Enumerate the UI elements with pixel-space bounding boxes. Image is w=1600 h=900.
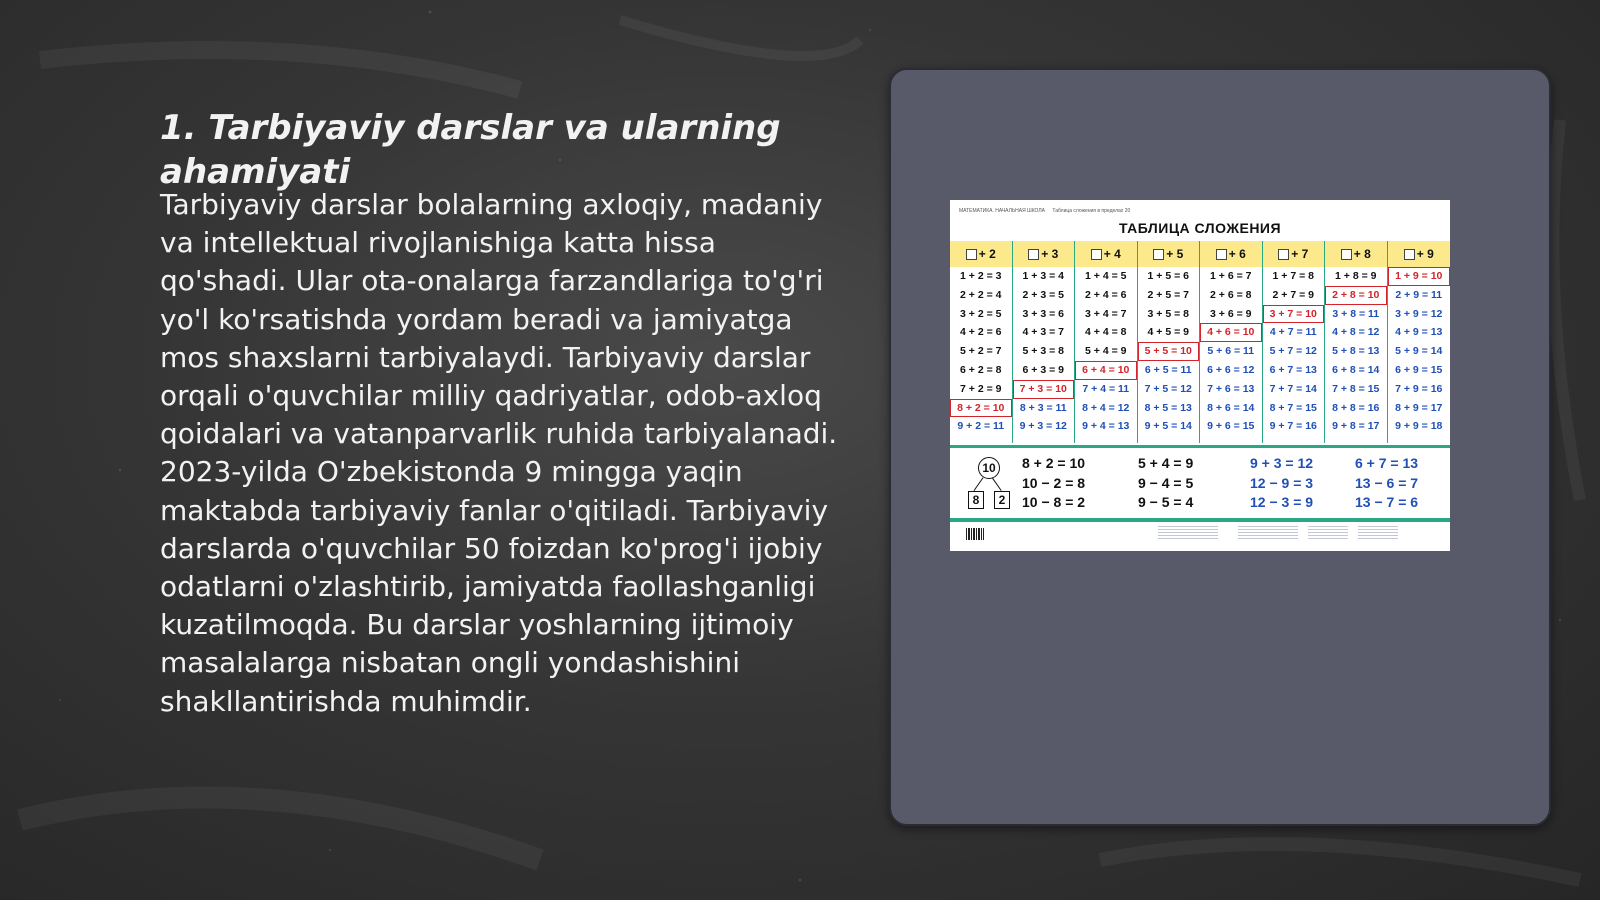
equation-cell: 1 + 3 = 4 xyxy=(1022,270,1064,282)
barcode-icon xyxy=(966,528,984,540)
column-header-label: + 8 xyxy=(1353,247,1371,261)
column-header xyxy=(1263,241,1325,267)
example-equation: 10 − 8 = 2 xyxy=(1022,494,1086,510)
column-header-label: + 9 xyxy=(1416,247,1434,261)
equation-cell: 3 + 3 = 6 xyxy=(1022,307,1064,320)
equation-cell: 8 + 3 = 11 xyxy=(1019,401,1067,414)
equation-cell: 6 + 6 = 12 xyxy=(1207,363,1255,376)
blank-box-icon xyxy=(1091,249,1102,260)
equation-cell: 3 + 9 = 12 xyxy=(1395,307,1443,320)
poster-subtitle: Таблица сложения в пределах 20 xyxy=(1052,208,1131,214)
equation-cell: 5 + 2 = 7 xyxy=(960,345,1002,358)
column-header-label: + 6 xyxy=(1228,247,1246,261)
number-bond-examples xyxy=(950,452,1450,518)
equation-cell: 3 + 2 = 5 xyxy=(960,307,1002,320)
table-column xyxy=(1263,241,1326,443)
table-divider xyxy=(950,445,1450,448)
equation-cell: 5 + 6 = 11 xyxy=(1207,345,1255,358)
equation-cell: 4 + 6 = 10 xyxy=(1200,323,1262,342)
example-group xyxy=(1250,454,1313,513)
bond-part-b-box: 2 xyxy=(994,491,1010,509)
equation-cell: 1 + 5 = 6 xyxy=(1147,270,1189,282)
equation-cell: 9 + 5 = 14 xyxy=(1144,420,1192,433)
column-header xyxy=(1075,241,1137,267)
blank-box-icon xyxy=(1216,249,1227,260)
equation-cell: 4 + 8 = 12 xyxy=(1332,326,1380,339)
equation-cell: 8 + 9 = 17 xyxy=(1395,401,1443,414)
equation-cell: 1 + 9 = 10 xyxy=(1388,267,1451,286)
table-column xyxy=(1200,241,1263,443)
equation-cell: 7 + 7 = 14 xyxy=(1269,382,1317,395)
equation-cell: 6 + 7 = 13 xyxy=(1269,363,1317,376)
equation-cell: 2 + 3 = 5 xyxy=(1022,288,1064,301)
table-column xyxy=(950,241,1013,443)
poster-fine-print xyxy=(1238,526,1298,540)
column-header-label: + 3 xyxy=(1041,247,1059,261)
column-header xyxy=(950,241,1012,267)
equation-cell: 1 + 8 = 9 xyxy=(1335,270,1377,282)
poster-fine-print xyxy=(1358,526,1398,540)
equation-cell: 4 + 2 = 6 xyxy=(960,326,1002,339)
equation-cell: 2 + 2 = 4 xyxy=(960,288,1002,301)
equation-cell: 7 + 9 = 16 xyxy=(1395,382,1443,395)
blank-box-icon xyxy=(1341,249,1352,260)
example-equation: 12 − 9 = 3 xyxy=(1250,474,1314,491)
bond-line-left xyxy=(973,477,983,491)
equation-cell: 4 + 3 = 7 xyxy=(1022,326,1064,339)
equation-cell: 4 + 7 = 11 xyxy=(1269,326,1317,339)
table-column xyxy=(1388,241,1451,443)
equation-cell: 9 + 2 = 11 xyxy=(957,420,1005,433)
equation-cell: 1 + 6 = 7 xyxy=(1210,270,1252,282)
equation-cell: 7 + 3 = 10 xyxy=(1013,380,1075,399)
example-equation: 10 − 2 = 8 xyxy=(1022,474,1086,491)
equation-cell: 3 + 5 = 8 xyxy=(1147,307,1189,320)
example-equation: 12 − 3 = 9 xyxy=(1250,494,1314,510)
equation-cell: 9 + 3 = 12 xyxy=(1019,420,1067,433)
equation-cell: 8 + 2 = 10 xyxy=(950,399,1012,418)
example-equation: 9 − 4 = 5 xyxy=(1138,474,1194,491)
blank-box-icon xyxy=(1278,249,1289,260)
equation-cell: 2 + 8 = 10 xyxy=(1325,286,1387,305)
blank-box-icon xyxy=(1404,249,1415,260)
example-equation: 9 − 5 = 4 xyxy=(1138,494,1194,510)
poster-top-line xyxy=(959,208,1136,214)
equation-cell: 4 + 5 = 9 xyxy=(1147,326,1189,339)
equation-cell: 5 + 3 = 8 xyxy=(1022,345,1064,358)
equation-cell: 8 + 7 = 15 xyxy=(1269,401,1317,414)
equation-cell: 9 + 9 = 18 xyxy=(1395,420,1443,433)
bond-part-a-box: 8 xyxy=(968,491,984,509)
equation-cell: 3 + 4 = 7 xyxy=(1085,307,1127,320)
equation-cell: 7 + 8 = 15 xyxy=(1332,382,1380,395)
equation-cell: 9 + 8 = 17 xyxy=(1332,420,1380,433)
equation-cell: 1 + 4 = 5 xyxy=(1085,270,1127,282)
blank-box-icon xyxy=(966,249,977,260)
equation-cell: 9 + 7 = 16 xyxy=(1269,420,1317,433)
example-equation: 6 + 7 = 13 xyxy=(1355,455,1419,471)
equation-cell: 4 + 9 = 13 xyxy=(1395,326,1443,339)
slide-title: 1. Tarbiyaviy darslar va ularning ahamiyati xyxy=(160,108,781,192)
equation-cell: 5 + 4 = 9 xyxy=(1085,345,1127,358)
column-header-label: + 4 xyxy=(1103,247,1121,261)
equation-cell: 8 + 5 = 13 xyxy=(1144,401,1192,414)
poster-fine-print xyxy=(1308,526,1348,540)
example-group xyxy=(1355,454,1418,513)
poster-fine-print xyxy=(1158,526,1218,540)
equation-cell: 3 + 6 = 9 xyxy=(1210,307,1252,320)
equation-cell: 7 + 6 = 13 xyxy=(1207,382,1255,395)
addition-table-poster xyxy=(950,200,1450,551)
equation-cell: 2 + 6 = 8 xyxy=(1210,288,1252,301)
column-header-label: + 2 xyxy=(978,247,996,261)
equation-cell: 2 + 7 = 9 xyxy=(1272,288,1314,301)
addition-table xyxy=(950,241,1450,443)
table-column xyxy=(1325,241,1388,443)
equation-cell: 6 + 8 = 14 xyxy=(1332,363,1380,376)
equation-cell: 3 + 8 = 11 xyxy=(1332,307,1380,320)
equation-cell: 6 + 4 = 10 xyxy=(1075,361,1137,380)
table-column xyxy=(1075,241,1138,443)
column-header-label: + 5 xyxy=(1166,247,1184,261)
equation-cell: 1 + 7 = 8 xyxy=(1272,270,1314,282)
equation-cell: 8 + 8 = 16 xyxy=(1332,401,1380,414)
equation-cell: 6 + 2 = 8 xyxy=(960,363,1002,376)
example-equation: 13 − 7 = 6 xyxy=(1355,494,1419,510)
equation-cell: 6 + 9 = 15 xyxy=(1395,363,1443,376)
column-header xyxy=(1388,241,1451,267)
example-group xyxy=(1022,454,1085,513)
equation-cell: 9 + 4 = 13 xyxy=(1082,420,1130,433)
column-header xyxy=(1325,241,1387,267)
equation-cell: 4 + 4 = 8 xyxy=(1085,326,1127,339)
poster-series-label: МАТЕМАТИКА. НАЧАЛЬНАЯ ШКОЛА xyxy=(959,208,1046,214)
column-header xyxy=(1138,241,1200,267)
bond-line-right xyxy=(992,477,1002,491)
blank-box-icon xyxy=(1153,249,1164,260)
equation-cell: 7 + 5 = 12 xyxy=(1144,382,1192,395)
equation-cell: 3 + 7 = 10 xyxy=(1263,305,1325,324)
blank-box-icon xyxy=(1028,249,1039,260)
slide-body-text: Tarbiyaviy darslar bolalarning axloqiy, madaniy va intellektual rivojlanishiga katta hissa qo'shadi. Ular ota-onalarga farzandlariga to'g'ri yo'l ko'rsatishda yordam beradi va jamiyatga mos shaxslarni tarbiyalaydi. Tarbiyaviy darslar orqali o'quvchilar milliy qadriyatlar, odob-axloq qoidalari va vatanparvarlik ruhida tarbiyalanadi. 2023-yilda O'zbekistonda 9 mingga yaqin maktabda tarbiyaviy fanlar o'qitiladi. Tarbiyaviy darslarda o'quvchilar 50 foizdan ko'prog'i ijobiy odatlarni o'zlashtirib, jamiyatda faollashganligi kuzatilmoqda. Bu darslar yoshlarning ijtimoiy masalalarga nisbatan ongli yondashishini shakllantirishda muhimdir. xyxy=(160,188,838,718)
equation-cell: 7 + 2 = 9 xyxy=(960,382,1002,395)
bond-whole-circle: 10 xyxy=(978,457,1000,479)
equation-cell: 5 + 5 = 10 xyxy=(1138,342,1200,361)
equation-cell: 1 + 2 = 3 xyxy=(960,270,1002,282)
column-header-label: + 7 xyxy=(1291,247,1309,261)
equation-cell: 2 + 9 = 11 xyxy=(1395,288,1443,301)
poster-title: ТАБЛИЦА СЛОЖЕНИЯ xyxy=(1118,220,1282,236)
equation-cell: 5 + 7 = 12 xyxy=(1269,345,1317,358)
equation-cell: 6 + 5 = 11 xyxy=(1144,363,1192,376)
equation-cell: 5 + 8 = 13 xyxy=(1332,345,1380,358)
example-equation: 8 + 2 = 10 xyxy=(1022,455,1086,471)
example-equation: 9 + 3 = 12 xyxy=(1250,455,1314,471)
equation-cell: 5 + 9 = 14 xyxy=(1395,345,1443,358)
example-group xyxy=(1138,454,1193,513)
table-column xyxy=(1138,241,1201,443)
column-header xyxy=(1013,241,1075,267)
equation-cell: 2 + 4 = 6 xyxy=(1085,288,1127,301)
equation-cell: 2 + 5 = 7 xyxy=(1147,288,1189,301)
table-column xyxy=(1013,241,1076,443)
equation-cell: 8 + 4 = 12 xyxy=(1082,401,1130,414)
equation-cell: 8 + 6 = 14 xyxy=(1207,401,1255,414)
column-header xyxy=(1200,241,1262,267)
equation-cell: 9 + 6 = 15 xyxy=(1207,420,1255,433)
equation-cell: 7 + 4 = 11 xyxy=(1082,382,1130,395)
example-equation: 5 + 4 = 9 xyxy=(1138,455,1194,471)
example-equation: 13 − 6 = 7 xyxy=(1355,474,1419,491)
equation-cell: 6 + 3 = 9 xyxy=(1022,363,1064,376)
poster-bottom-rule xyxy=(950,518,1450,522)
